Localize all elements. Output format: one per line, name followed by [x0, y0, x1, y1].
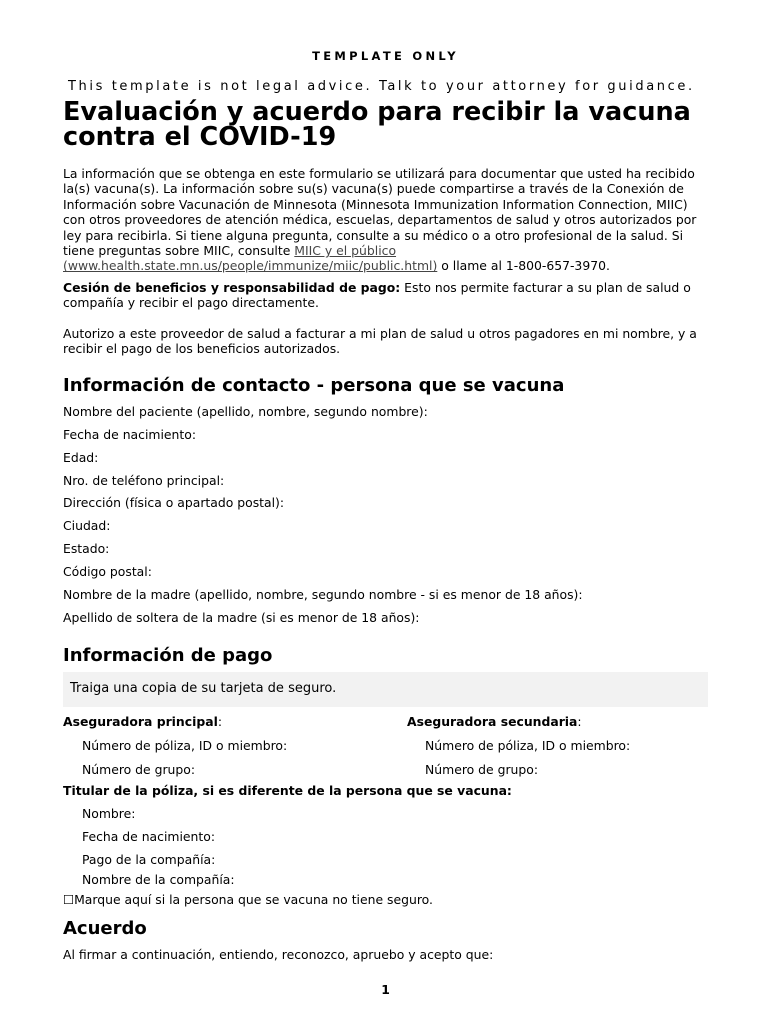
- primary-group-number-field[interactable]: Número de grupo:: [82, 762, 196, 777]
- holder-name-field[interactable]: Nombre:: [82, 806, 136, 821]
- autorizo-paragraph: Autorizo a este proveedor de salud a facturar a mi plan de salud u otros pagadores en mi nombre, y a recibir el pago de los beneficios autorizados.: [63, 326, 697, 357]
- secondary-policy-number-field[interactable]: Número de póliza, ID o miembro:: [425, 738, 631, 753]
- insurance-card-note-text: Traiga una copia de su tarjeta de seguro.: [70, 681, 337, 696]
- holder-company-name-field[interactable]: Nombre de la compañía:: [82, 872, 235, 887]
- insurance-card-note: [63, 672, 708, 707]
- intro-text: La información que se obtenga en este formulario se utilizará para documentar que usted ha recibido la(s) vacuna(s). La información sobre su(s) vacuna(s) puede compartirse a través de la Conexión de Información sobre Vacunación de Minnesota (Minnesota Immunization Information Connection, MIIC) con otros proveedores de atención médica, escuelas, departamentos de salud y otros autorizados por ley para recibirla. Si tiene alguna pregunta, consulte a su médico o a otro profesional de la salud. Si tiene preguntas sobre MIIC, consulte: [63, 166, 697, 259]
- mother-maiden-field[interactable]: Apellido de soltera de la madre (si es menor de 18 años):: [63, 610, 420, 625]
- primary-insurer-label: Aseguradora principal:: [63, 714, 223, 729]
- secondary-insurer-label: Aseguradora secundaria:: [407, 714, 582, 729]
- miic-link[interactable]: MIIC y el público (www.health.state.mn.us/people/immunize/miic/public.html): [63, 243, 438, 274]
- holder-birthdate-field[interactable]: Fecha de nacimiento:: [82, 829, 215, 844]
- address-field[interactable]: Dirección (física o apartado postal):: [63, 495, 285, 510]
- age-field[interactable]: Edad:: [63, 450, 99, 465]
- secondary-group-number-field[interactable]: Número de grupo:: [425, 762, 539, 777]
- agreement-heading: Acuerdo: [63, 918, 147, 939]
- mother-name-field[interactable]: Nombre de la madre (apellido, nombre, segundo nombre - si es menor de 18 años):: [63, 587, 583, 602]
- holder-company-payment-field[interactable]: Pago de la compañía:: [82, 852, 216, 867]
- contact-heading: Información de contacto - persona que se vacuna: [63, 375, 565, 396]
- primary-policy-number-field[interactable]: Número de póliza, ID o miembro:: [82, 738, 288, 753]
- agreement-text: Al firmar a continuación, entiendo, reconozco, apruebo y acepto que:: [63, 947, 494, 962]
- city-field[interactable]: Ciudad:: [63, 518, 111, 533]
- intro-after-link: o llame al 1-800-657-3970.: [437, 258, 610, 274]
- zip-field[interactable]: Código postal:: [63, 564, 152, 579]
- page-number: 1: [381, 982, 390, 997]
- payment-heading: Información de pago: [63, 645, 273, 666]
- phone-field[interactable]: Nro. de teléfono principal:: [63, 473, 225, 488]
- page-title: Evaluación y acuerdo para recibir la vacuna contra el COVID-19: [63, 97, 691, 152]
- no-insurance-row: [63, 892, 433, 907]
- no-insurance-checkbox[interactable]: ☐: [63, 892, 75, 907]
- intro-paragraph: [63, 166, 708, 274]
- no-insurance-label: Marque aquí si la persona que se vacuna no tiene seguro.: [74, 892, 433, 907]
- policy-holder-label: Titular de la póliza, si es diferente de la persona que se vacuna:: [63, 783, 512, 798]
- cesion-paragraph: [63, 280, 708, 311]
- cesion-label: Cesión de beneficios y responsabilidad de pago:: [63, 280, 401, 295]
- legal-disclaimer: This template is not legal advice. Talk to your attorney for guidance.: [68, 79, 695, 94]
- state-field[interactable]: Estado:: [63, 541, 110, 556]
- birthdate-field[interactable]: Fecha de nacimiento:: [63, 427, 196, 442]
- cesion-text: Esto nos permite facturar a su plan de salud o compañía y recibir el pago directamente.: [63, 280, 691, 311]
- patient-name-field[interactable]: Nombre del paciente (apellido, nombre, segundo nombre):: [63, 404, 428, 419]
- template-only-label: TEMPLATE ONLY: [312, 49, 459, 63]
